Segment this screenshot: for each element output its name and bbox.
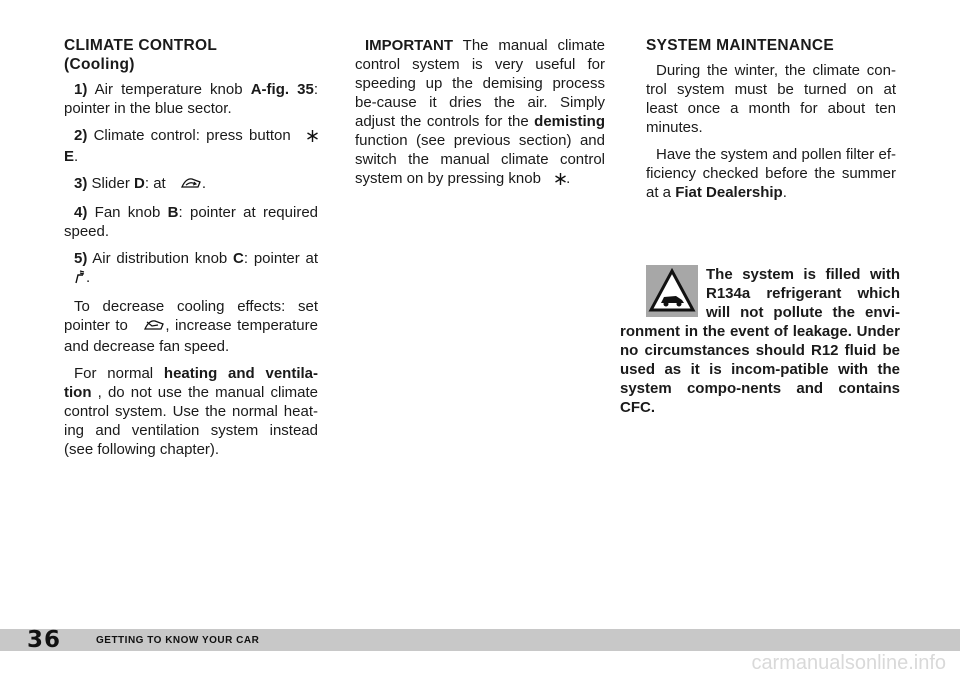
step-ref: A-fig. 35 <box>250 81 314 98</box>
external-air-icon <box>133 318 165 337</box>
paragraph-normal-heating <box>64 364 318 459</box>
step-number: 5) <box>74 250 88 267</box>
body-text: Have the system and pollen filter ef-ficiency checked before the summer at a <box>646 146 896 201</box>
body-text: To decrease cooling effects: set pointer to <box>64 298 318 334</box>
step-number: 4) <box>74 204 88 221</box>
important-paragraph <box>355 36 605 190</box>
page-number: 36 <box>27 627 62 653</box>
step-text: Air temperature knob <box>87 81 251 98</box>
recirculation-icon <box>170 176 202 195</box>
body-text: . <box>782 184 787 201</box>
watermark: carmanualsonline.info <box>751 652 946 674</box>
emphasis-text: heating and ventila-tion <box>64 365 319 401</box>
column-climate-control <box>64 36 318 467</box>
step-text: Air distribution knob <box>87 250 234 267</box>
body-text: , increase temperature and decrease fan speed. <box>64 317 318 355</box>
body-text: The manual climate control system is very useful for speeding up the demising process be-cause it dries the air. Simply adjust the controls for the <box>355 37 605 130</box>
step-text: Fan knob <box>87 204 168 221</box>
step-text: . <box>201 175 207 192</box>
warning-car-icon <box>646 265 698 317</box>
snowflake-icon <box>545 171 566 190</box>
chapter-title: GETTING TO KNOW YOUR CAR <box>96 635 260 646</box>
step-text: : pointer in the blue sector. <box>64 81 318 117</box>
emphasis-text: demisting <box>534 113 605 130</box>
snowflake-icon <box>297 128 318 147</box>
step-ref: E <box>64 148 75 165</box>
step-text: . <box>74 148 79 165</box>
paragraph-winter: During the winter, the climate con-trol system must be turned on at least once a month for about ten minutes. <box>646 62 896 136</box>
step-ref: C <box>233 250 244 267</box>
section-heading: SYSTEM MAINTENANCE <box>646 37 834 54</box>
paragraph-check <box>646 145 896 202</box>
step-4 <box>64 203 318 241</box>
warning-text: The system is filled with R134a refrigerant which will not pollute the envi-ronment in the event of leakage. Under no circumstances should R12 fluid be used as it is incom-patible with the system compo-nents and contains CFC. <box>620 266 900 416</box>
body-text: , do not use the manual climate control system. Use the normal heat-ing and ventilation system instead (see following chapter). <box>64 384 318 458</box>
step-1 <box>64 80 318 118</box>
body-text: function (see previous section) and switch the manual climate control system on by pressing knob <box>355 132 605 187</box>
body-text: . <box>566 170 571 187</box>
step-3 <box>64 174 318 195</box>
important-label: IMPORTANT <box>365 37 454 54</box>
step-number: 2) <box>74 127 88 144</box>
step-ref: D <box>134 175 145 192</box>
step-5 <box>64 249 318 289</box>
step-2 <box>64 126 318 166</box>
warning-note <box>620 265 900 417</box>
step-text: Slider <box>87 175 135 192</box>
vent-outlet-icon <box>64 270 86 289</box>
heading-line2: (Cooling) <box>64 56 135 73</box>
step-text: Climate control: press button <box>87 127 297 144</box>
column-important-note <box>355 36 605 198</box>
step-text: : at <box>144 175 170 192</box>
step-text: . <box>86 269 91 286</box>
step-text: : pointer at <box>243 250 318 267</box>
step-text: : pointer at required speed. <box>64 204 318 240</box>
emphasis-text: Fiat Dealership <box>675 184 783 201</box>
step-number: 1) <box>74 81 88 98</box>
paragraph-decrease-cooling <box>64 297 318 356</box>
column-system-maintenance <box>646 36 896 210</box>
step-ref: B <box>167 204 179 221</box>
heading-line1: CLIMATE CONTROL <box>64 37 218 54</box>
body-text: For normal <box>74 365 164 382</box>
step-number: 3) <box>74 175 88 192</box>
section-heading <box>64 36 318 74</box>
